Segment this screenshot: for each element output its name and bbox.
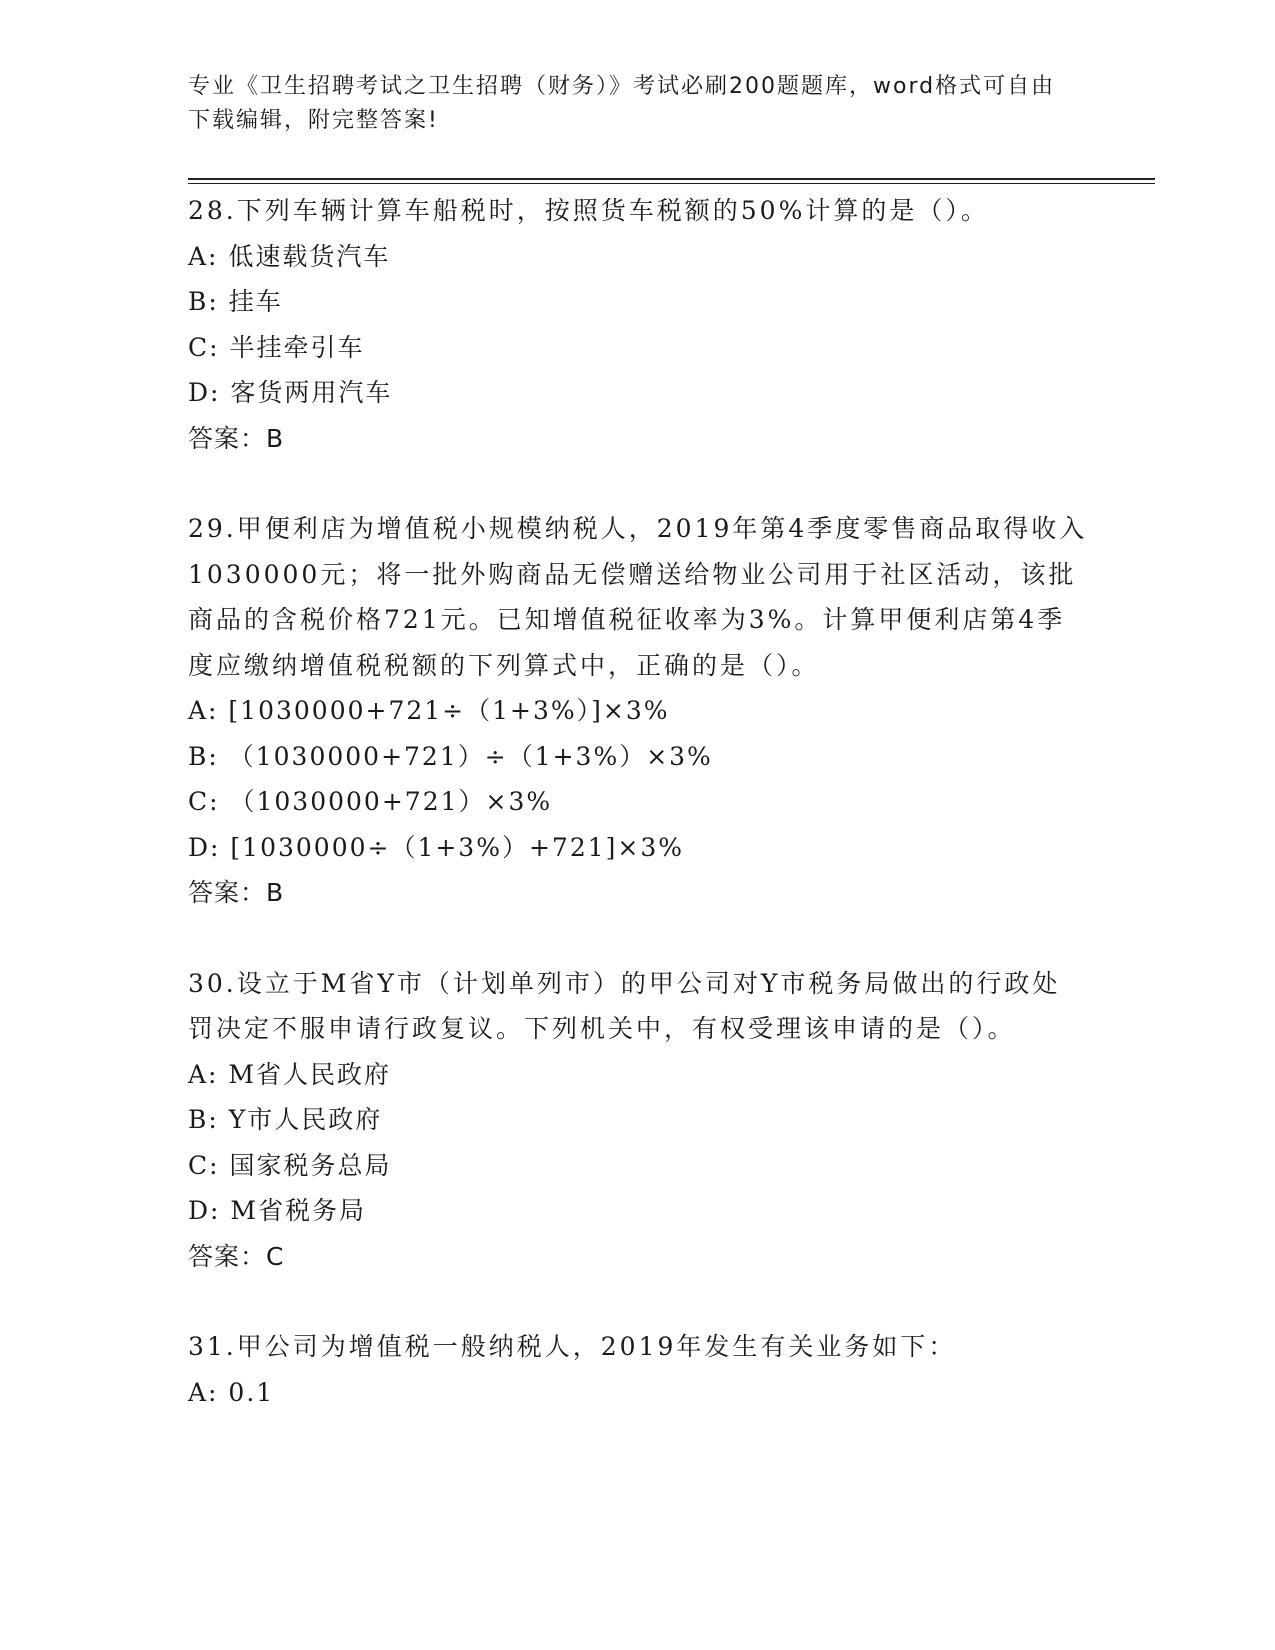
option-b: B: 挂车 [188,287,283,316]
option-a: A: 低速载货汽车 [188,241,391,271]
option-d: D: [1030000÷（1+3%）+721]×3% [188,832,684,862]
question-31 [188,1324,1088,1415]
question-29 [188,506,1088,916]
option-b: B: （1030000+721）÷（1+3%）×3% [188,741,713,771]
question-text: 31.甲公司为增值税一般纳税人，2019年发生有关业务如下： [188,1332,957,1361]
answer: 答案：C [188,1241,285,1271]
question-30 [188,961,1088,1280]
option-c: C: 国家税务总局 [188,1150,392,1180]
option-c: C: （1030000+721）×3% [188,787,553,816]
answer: 答案：B [188,423,285,453]
answer: 答案：B [188,878,285,907]
option-d: D: 客货两用汽车 [188,378,393,407]
header-rule-thick [188,178,1155,180]
document-header: 专业《卫生招聘考试之卫生招聘（财务）》考试必刷200题题库，word格式可自由下载编辑，附完整答案! [188,74,1056,133]
option-a: A: 0.1 [188,1377,275,1407]
option-d: D: M省税务局 [188,1196,367,1225]
option-a: A: [1030000+721÷（1+3%）]×3% [188,696,670,725]
question-list [188,188,1088,1415]
option-a: A: M省人民政府 [188,1059,392,1089]
option-b: B: Y市人民政府 [188,1105,383,1134]
question-text: 28.下列车辆计算车船税时，按照货车税额的50%计算的是（）。 [188,196,989,225]
question-28 [188,188,1088,461]
header-rule-thin [188,183,1155,184]
question-text: 29.甲便利店为增值税小规模纳税人，2019年第4季度零售商品取得收入1030000元；将一批外购商品无偿赠送给物业公司用于社区活动，该批商品的含税价格721元。已知增值税征收率为3%。计算甲便利店第4季度应缴纳增值税税额的下列算式中，正确的是（）。 [188,514,1088,680]
option-c: C: 半挂牵引车 [188,332,365,362]
question-text: 30.设立于M省Y市（计划单列市）的甲公司对Y市税务局做出的行政处罚决定不服申请行政复议。下列机关中，有权受理该申请的是（）。 [188,968,1061,1043]
